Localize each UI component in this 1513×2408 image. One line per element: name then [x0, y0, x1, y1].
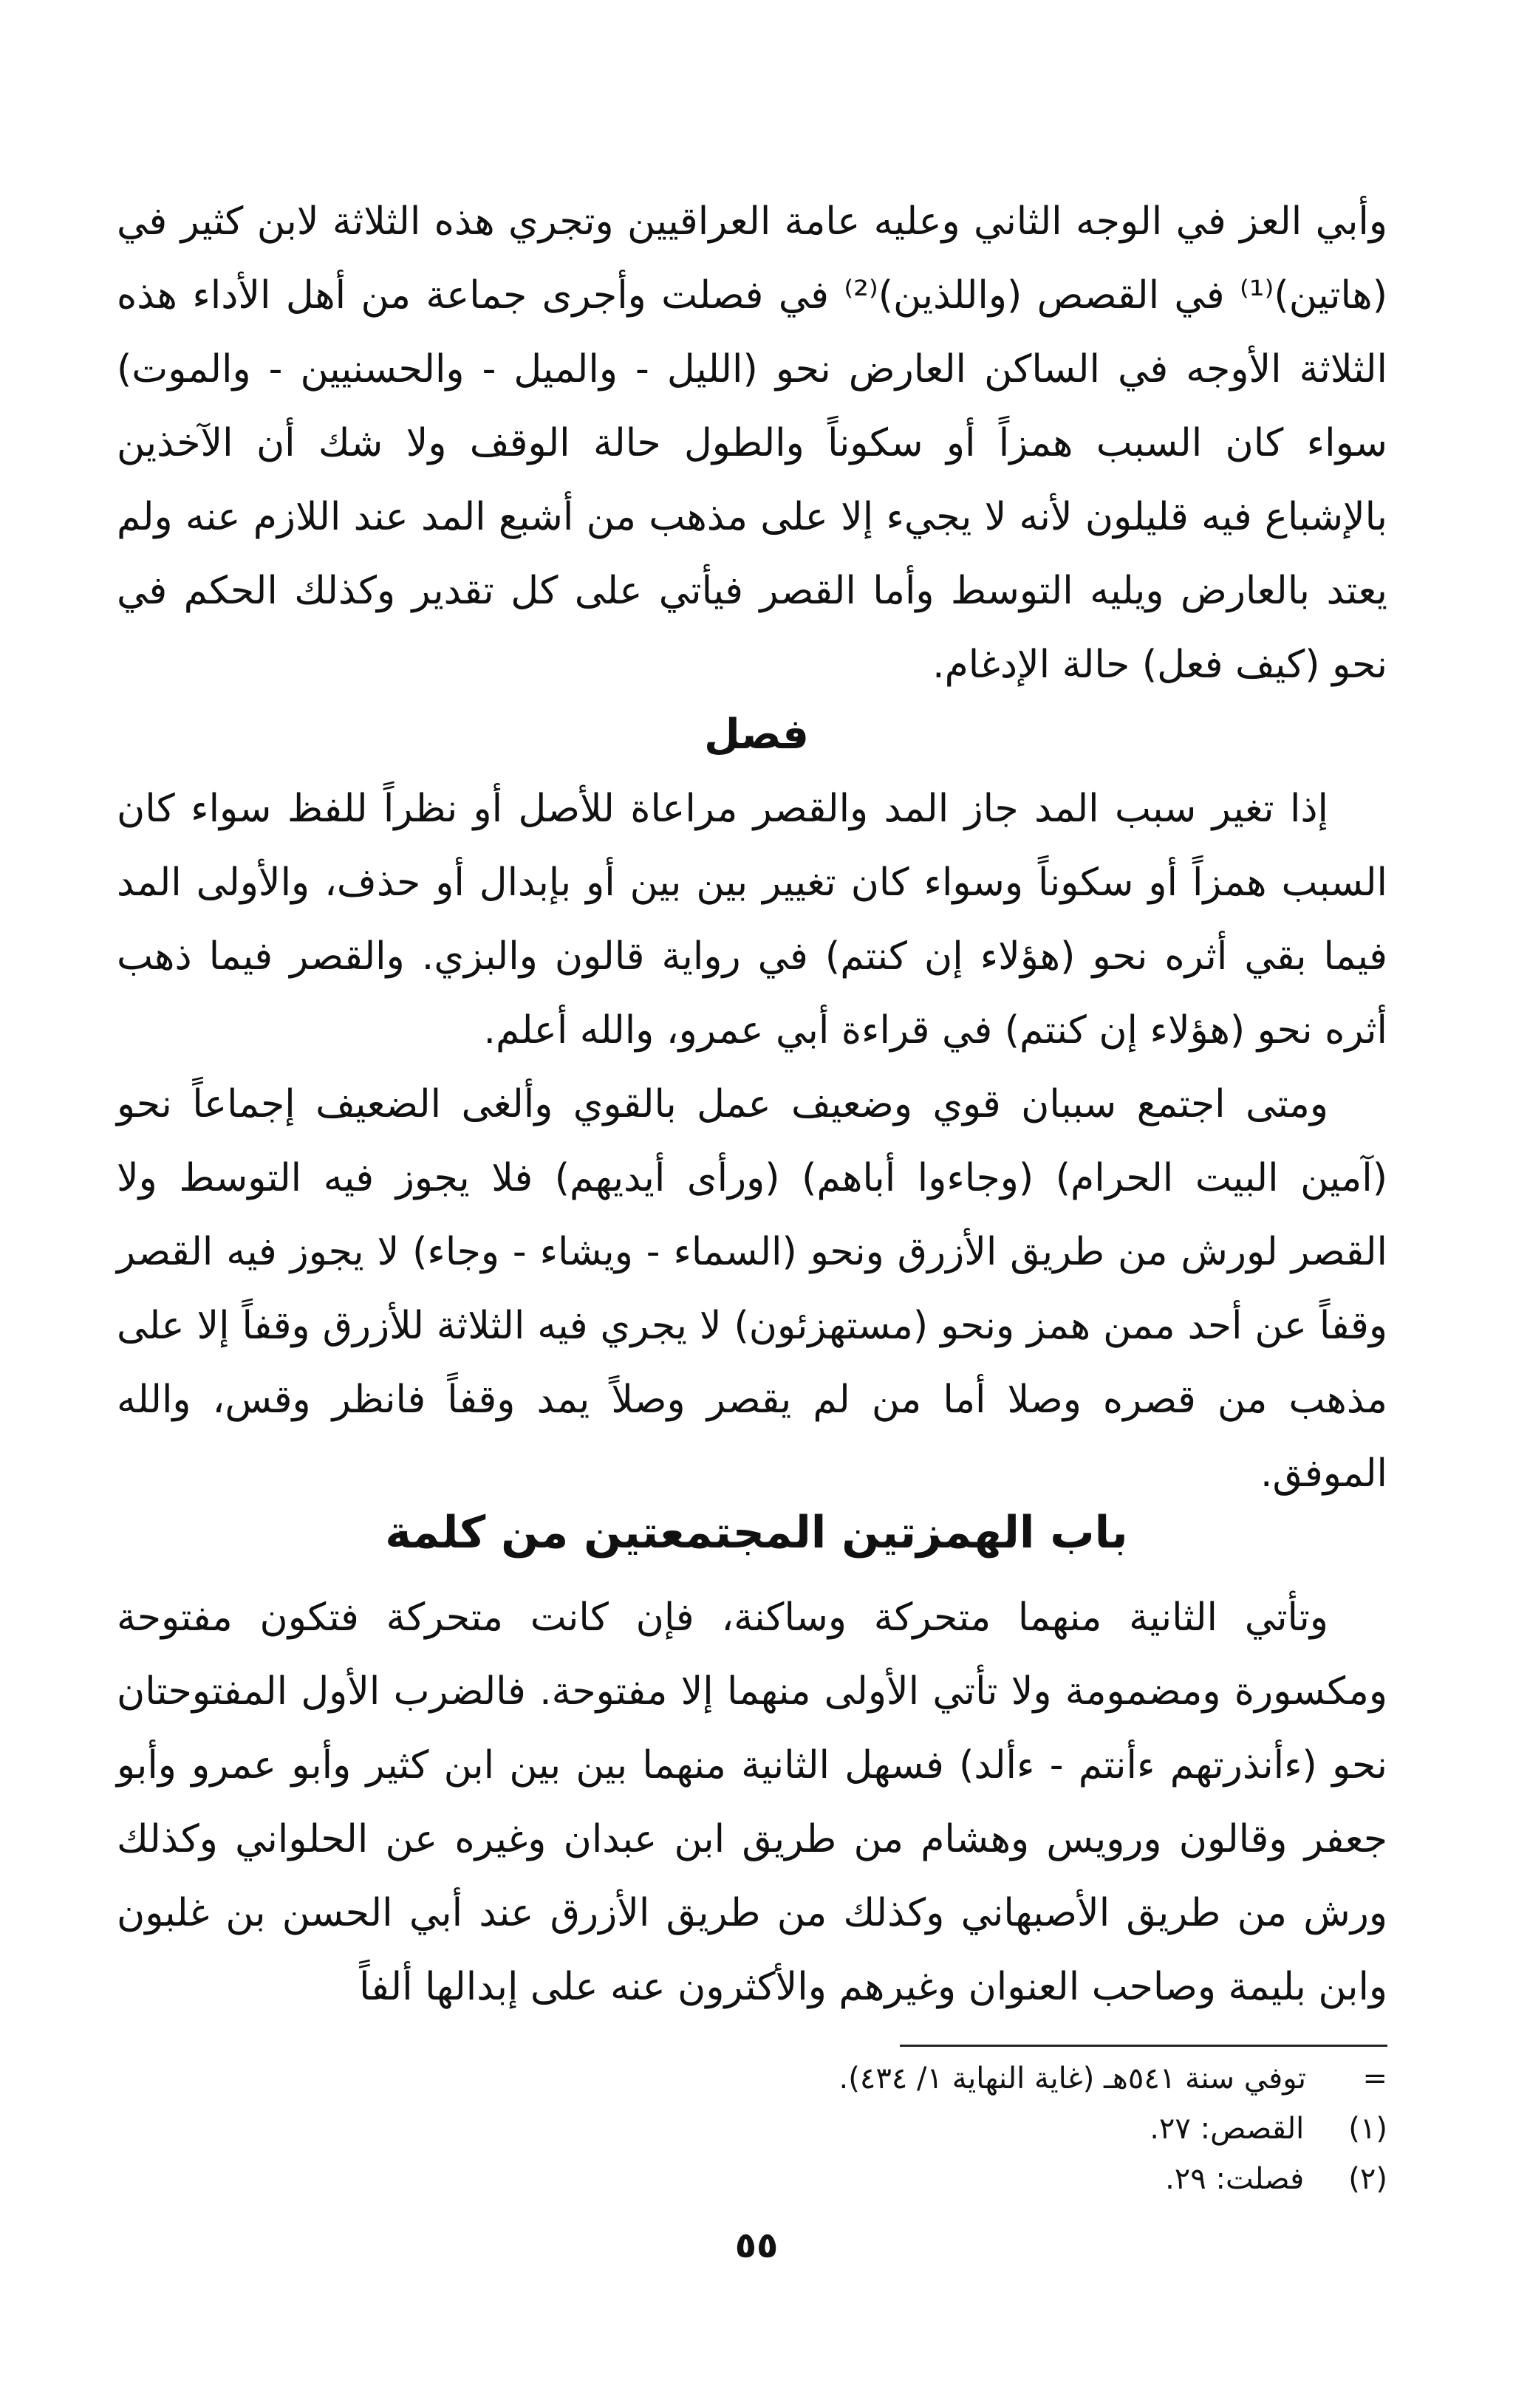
footnote-text: القصص: ٢٧.	[1150, 2112, 1305, 2146]
paragraph-madd-change: إذا تغير سبب المد جاز المد والقصر مراعاة للأصل أو نظراً للفظ سواء كان السبب همزاً أو سكوناً وسواء كان تغيير بين بين أو بإبدال أو حذف، والأولى المد فيما بقي أثره نحو (هؤلاء إن كنتم) في رواية قالون والبزي. والقصر فيما ذهب أثره نحو (هؤلاء إن كنتم) في قراءة أبي عمرو، والله أعلم.	[117, 787, 1387, 1053]
footnote-text: توفي سنة ٥٤١هـ (غاية النهاية ١/ ٤٣٤).	[839, 2062, 1306, 2096]
footnote-item	[117, 2104, 1387, 2154]
page-number: ٥٥	[734, 2225, 779, 2266]
footnote-marker: (٢)	[1348, 2162, 1387, 2196]
footnote-marker: (١)	[1348, 2112, 1387, 2146]
paragraph-two-causes: ومتى اجتمع سببان قوي وضعيف عمل بالقوي وألغى الضعيف إجماعاً نحو (آمين البيت الحرام) (وجاءوا أباهم) (ورأى أيديهم) فلا يجوز فيه التوسط ولا القصر لورش من طريق الأزرق ونحو (السماء - ويشاء - وجاء) لا يجوز فيه القصر وقفاً عن أحد ممن همز ونحو (مستهزئون) لا يجري فيه الثلاثة للأزرق وقفاً إلا على مذهب من قصره وصلا أما من لم يقصر وصلاً يمد وقفاً فانظر وقس، والله الموفق.	[117, 1082, 1387, 1496]
footnote-item	[117, 2053, 1387, 2104]
section-heading: فصل	[704, 711, 809, 759]
paragraph-continuation: وأبي العز في الوجه الثاني وعليه عامة العراقيين وتجري هذه الثلاثة لابن كثير في (هاتين)⁽¹⁾ في القصص (واللذين)⁽²⁾ في فصلت وأجرى جماعة من أهل الأداء هذه الثلاثة الأوجه في الساكن العارض نحو (الليل - والميل - والحسنيين - والموت) سواء كان السبب همزاً أو سكوناً والطول حالة الوقف ولا شك أن الآخذين بالإشباع فيه قليلون لأنه لا يجيء إلا على مذهب من أشبع المد عند اللازم عنه ولم يعتد بالعارض ويليه التوسط وأما القصر فيأتي على كل تقدير وكذلك الحكم في نحو (كيف فعل) حالة الإدغام.	[117, 199, 1387, 687]
footnote-item	[117, 2154, 1387, 2204]
footnote-marker: =	[1362, 2062, 1387, 2096]
chapter-title: باب الهمزتين المجتمعتين من كلمة	[385, 1507, 1128, 1559]
footnote-text: فصلت: ٢٩.	[1165, 2162, 1305, 2196]
footnotes-list	[117, 2053, 1387, 2204]
footnote-divider	[900, 2045, 1387, 2047]
paragraph-two-hamzas: وتأتي الثانية منهما متحركة وساكنة، فإن كانت متحركة فتكون مفتوحة ومكسورة ومضمومة ولا تأتي الأولى منهما إلا مفتوحة. فالضرب الأول المفتوحتان نحو (ءأنذرتهم ءأنتم - ءألد) فسهل الثانية منهما بين بين ابن كثير وأبو عمرو وأبو جعفر وقالون ورويس وهشام من طريق ابن عبدان وغيره عن الحلواني وكذلك ورش من طريق الأصبهاني وكذلك من طريق الأزرق عند أبي الحسن بن غلبون وابن بليمة وصاحب العنوان وغيرهم والأكثرون عنه على إبدالها ألفاً	[117, 1595, 1387, 2009]
